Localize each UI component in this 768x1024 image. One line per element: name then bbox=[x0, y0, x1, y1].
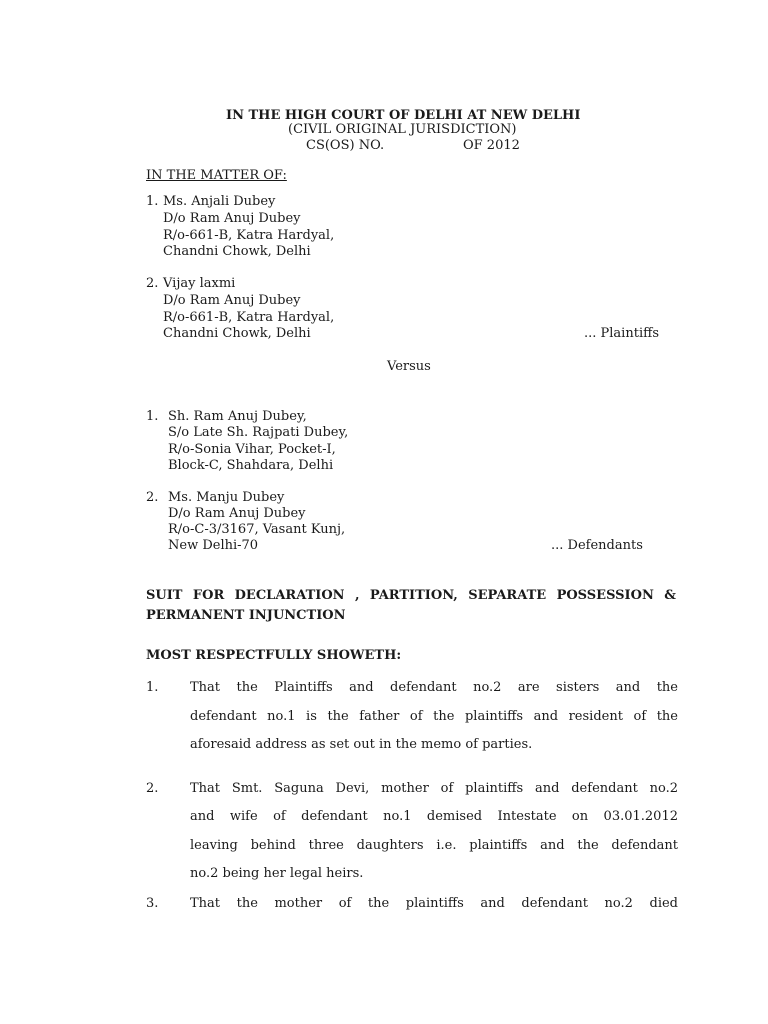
party-number: 1. bbox=[146, 409, 159, 424]
party-line: S/o Late Sh. Rajpati Dubey, bbox=[168, 425, 349, 440]
party-line: Chandni Chowk, Delhi bbox=[163, 244, 311, 259]
paragraph-line: no.2 being her legal heirs. bbox=[190, 866, 364, 881]
showeth-heading: MOST RESPECTFULLY SHOWETH: bbox=[146, 648, 402, 663]
plaintiffs-label: ... Plaintiffs bbox=[584, 326, 660, 341]
paragraph-line: That Smt. Saguna Devi, mother of plaintiffs and defendant no.2 bbox=[190, 781, 678, 796]
paragraph-number: 1. bbox=[146, 680, 159, 695]
party-name: Ms. Anjali Dubey bbox=[163, 194, 276, 209]
paragraph-number: 2. bbox=[146, 781, 159, 796]
party-name: Vijay laxmi bbox=[163, 276, 236, 291]
suit-title-line-2: PERMANENT INJUNCTION bbox=[146, 608, 346, 623]
defendants-label: ... Defendants bbox=[551, 538, 643, 553]
party-line: R/o-661-B, Katra Hardyal, bbox=[163, 310, 335, 325]
court-title: IN THE HIGH COURT OF DELHI AT NEW DELHI bbox=[226, 108, 581, 123]
party-line: Block-C, Shahdara, Delhi bbox=[168, 458, 334, 473]
paragraph-line: That the Plaintiffs and defendant no.2 are sisters and the bbox=[190, 680, 678, 695]
party-name: Sh. Ram Anuj Dubey, bbox=[168, 409, 307, 424]
party-line: R/o-Sonia Vihar, Pocket-I, bbox=[168, 442, 336, 457]
paragraph-line: defendant no.1 is the father of the plaintiffs and resident of the bbox=[190, 709, 678, 724]
jurisdiction: (CIVIL ORIGINAL JURISDICTION) bbox=[288, 122, 517, 137]
suit-title-line-1: SUIT FOR DECLARATION , PARTITION, SEPARATE POSSESSION & bbox=[146, 588, 676, 603]
paragraph-number: 3. bbox=[146, 896, 159, 911]
paragraph-line: and wife of defendant no.1 demised Intestate on 03.01.2012 bbox=[190, 809, 678, 824]
case-number-prefix: CS(OS) NO. bbox=[306, 138, 385, 153]
paragraph-line: That the mother of the plaintiffs and defendant no.2 died bbox=[190, 896, 678, 911]
party-line: D/o Ram Anuj Dubey bbox=[163, 211, 301, 226]
case-number-suffix: OF 2012 bbox=[463, 138, 520, 153]
party-line: R/o-661-B, Katra Hardyal, bbox=[163, 228, 335, 243]
party-line: D/o Ram Anuj Dubey bbox=[163, 293, 301, 308]
paragraph-line: leaving behind three daughters i.e. plaintiffs and the defendant bbox=[190, 838, 678, 853]
party-line: Chandni Chowk, Delhi bbox=[163, 326, 311, 341]
paragraph-line: aforesaid address as set out in the memo of parties. bbox=[190, 737, 533, 752]
party-number: 2. bbox=[146, 490, 159, 505]
party-line: D/o Ram Anuj Dubey bbox=[168, 506, 306, 521]
versus: Versus bbox=[387, 359, 431, 374]
party-line: R/o-C-3/3167, Vasant Kunj, bbox=[168, 522, 346, 537]
matter-heading: IN THE MATTER OF: bbox=[146, 168, 287, 183]
party-name: Ms. Manju Dubey bbox=[168, 490, 285, 505]
party-number: 1. bbox=[146, 194, 159, 209]
party-number: 2. bbox=[146, 276, 159, 291]
party-line: New Delhi-70 bbox=[168, 538, 259, 553]
